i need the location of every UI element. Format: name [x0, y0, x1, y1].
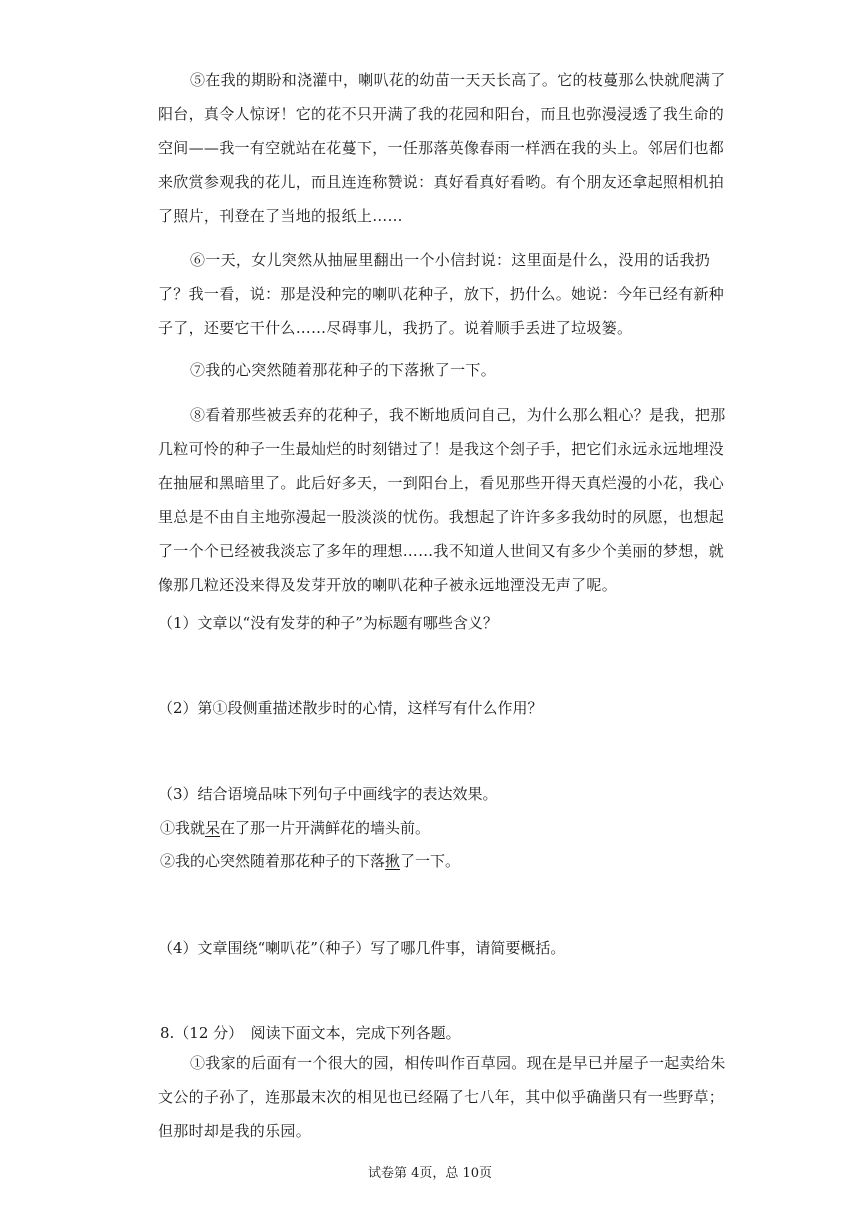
question-1: （1）文章以“没有发芽的种子”为标题有哪些含义？	[158, 614, 498, 632]
text-line: 了照片，刊登在了当地的报纸上……	[158, 207, 403, 225]
text-line: ⑦我的心突然随着那花种子的下落揪了一下。	[190, 361, 497, 379]
text-line: 像那几粒还没来得及发芽开放的喇叭花种子被永远地湮没无声了呢。	[158, 576, 618, 594]
text-line: ⑧看着那些被丢弃的花种子，我不断地质问自己，为什么那么粗心？是我，把那	[190, 406, 726, 424]
text-line: 子了，还要它干什么……尽碍事儿，我扔了。说着顺手丢进了垃圾篓。	[158, 319, 633, 337]
text-line: 在抽屉和黑暗里了。此后好多天，一到阳台上，看见那些开得天真烂漫的小花，我心	[158, 474, 725, 492]
question-3-sentence-1: ①我就呆在了那一片开满鲜花的墙头前。	[160, 819, 431, 837]
paragraph-5	[158, 63, 728, 233]
text-line: 几粒可怜的种子一生最灿烂的时刻错过了！是我这个刽子手，把它们永远永远地埋没	[158, 440, 725, 458]
paragraph-7	[158, 353, 728, 387]
text-line: 里总是不由自主地弥漫起一股淡淡的忧伤。我想起了许许多多我幼时的夙愿，也想起	[158, 508, 725, 526]
section-8-heading: 8.（12 分） 阅读下面文本，完成下列各题。	[160, 1024, 461, 1042]
page-footer: 试卷第 4页，总 10页	[367, 1166, 493, 1181]
question-3: （3）结合语境品味下列句子中画线字的表达效果。	[158, 785, 498, 803]
paragraph-6	[158, 243, 728, 345]
question-3-sentence-2: ②我的心突然随着那花种子的下落揪了一下。	[160, 852, 461, 870]
paragraph-8	[158, 398, 728, 602]
text-line: 文公的子孙了，连那最末次的相见也已经隔了七八年，其中似乎确凿只有一些野草；	[158, 1088, 725, 1106]
underlined-word: 呆	[205, 819, 221, 837]
text-line: 但那时却是我的乐园。	[158, 1122, 312, 1140]
question-2: （2）第①段侧重描述散步时的心情，这样写有什么作用？	[158, 699, 543, 717]
text-line: 了？我一看，说：那是没种完的喇叭花种子，放下，扔什么。她说：今年已经有新种	[158, 285, 725, 303]
text-line: ⑤在我的期盼和浇灌中，喇叭花的幼苗一天天长高了。它的枝蔓那么快就爬满了	[190, 71, 726, 89]
section-8-paragraph-1	[158, 1046, 728, 1148]
text-line: 空间——我一有空就站在花蔓下，一任那落英像春雨一样洒在我的头上。邻居们也都	[158, 139, 725, 157]
text-line: 阳台，真令人惊讶！它的花不只开满了我的花园和阳台，而且也弥漫浸透了我生命的	[158, 105, 725, 123]
text-line: 来欣赏参观我的花儿，而且连连称赞说：真好看真好看哟。有个朋友还拿起照相机拍	[158, 173, 725, 191]
underlined-word: 揪	[385, 852, 401, 870]
text-line: 了一个个已经被我淡忘了多年的理想……我不知道人世间又有多少个美丽的梦想，就	[158, 542, 725, 560]
question-4: （4）文章围绕“喇叭花”（种子）写了哪几件事，请简要概括。	[158, 939, 566, 957]
text-line: ①我家的后面有一个很大的园，相传叫作百草园。现在是早已并屋子一起卖给朱	[190, 1054, 726, 1072]
text-line: ⑥一天，女儿突然从抽屉里翻出一个小信封说：这里面是什么，没用的话我扔	[190, 251, 711, 269]
